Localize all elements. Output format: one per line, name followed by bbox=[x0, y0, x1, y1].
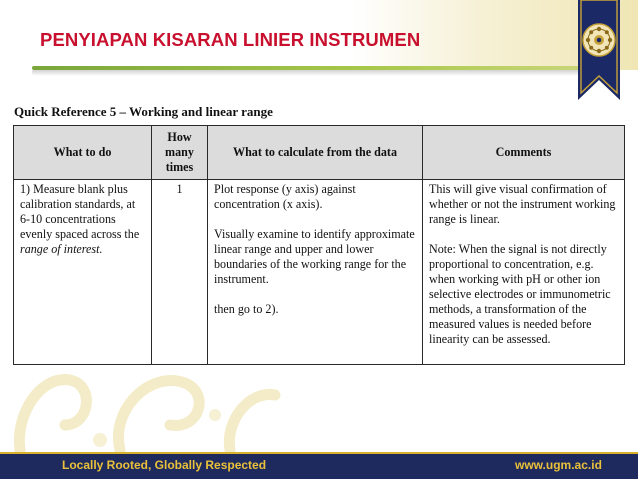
title-rule-shadow bbox=[32, 69, 592, 76]
column-header-how-many-times: How many times bbox=[152, 126, 208, 180]
table-row bbox=[14, 180, 625, 365]
quick-reference-heading: Quick Reference 5 – Working and linear range bbox=[14, 104, 273, 119]
table-header-row bbox=[14, 126, 625, 180]
cell-what-to-calculate bbox=[208, 180, 423, 365]
calculate-step-examine: Visually examine to identify approximate linear range and upper and lower boundaries of the working range for the instrument. bbox=[214, 227, 415, 286]
footer-accent-line bbox=[0, 452, 638, 454]
column-header-what-to-do: What to do bbox=[14, 126, 152, 180]
cell-comments bbox=[423, 180, 625, 365]
column-header-comments: Comments bbox=[423, 126, 625, 180]
column-header-what-to-calculate: What to calculate from the data bbox=[208, 126, 423, 180]
footer-tagline: Locally Rooted, Globally Respected bbox=[62, 458, 267, 472]
calculate-step-plot: Plot response (y axis) against concentration (x axis). bbox=[214, 182, 356, 211]
cell-how-many-times: 1 bbox=[152, 180, 208, 365]
calculate-step-next: then go to 2). bbox=[214, 302, 279, 316]
what-to-do-emphasis: range of interest. bbox=[20, 242, 103, 256]
comment-note: Note: When the signal is not directly proportional to concentration, e.g. when working with pH or other ion selective electrodes or immunometric methods, a transformation of the measured values is needed before linearity can be assessed. bbox=[429, 242, 611, 346]
cell-what-to-do bbox=[14, 180, 152, 365]
title-rule bbox=[32, 66, 590, 70]
decorative-swirl-watermark bbox=[0, 355, 320, 455]
slide-title: PENYIAPAN KISARAN LINIER INSTRUMEN bbox=[40, 29, 421, 50]
footer-website-link[interactable]: www.ugm.ac.id bbox=[515, 458, 602, 472]
ugm-emblem-icon bbox=[578, 0, 620, 100]
what-to-do-text: 1) Measure blank plus calibration standards, at 6-10 concentrations evenly spaced across the bbox=[20, 182, 140, 241]
quick-reference-table bbox=[13, 125, 625, 366]
comment-visual-confirmation: This will give visual confirmation of whether or not the instrument working range is linear. bbox=[429, 182, 616, 226]
